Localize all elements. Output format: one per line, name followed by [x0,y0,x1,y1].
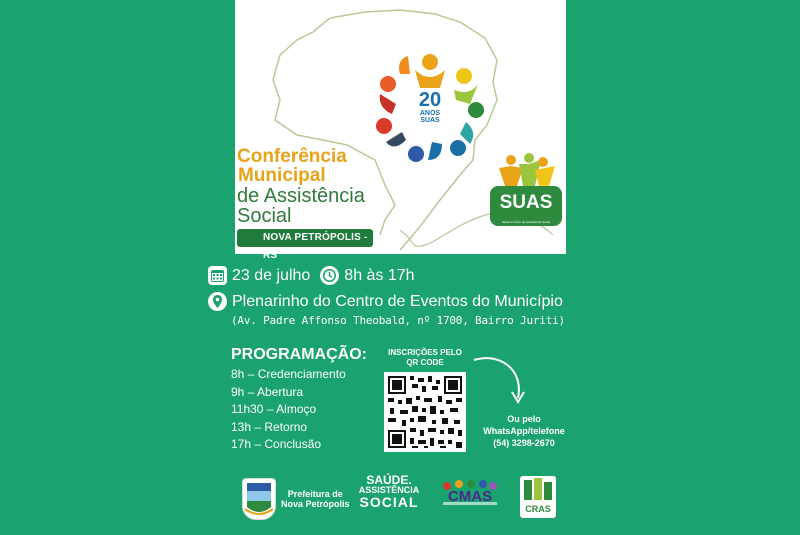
cmas-logo [437,478,503,514]
saude-line-2: ASSISTÊNCIA [358,485,420,495]
cmas-text: CMAS [447,488,493,505]
title-line-1: Conferência [237,146,347,167]
program-title: PROGRAMAÇÃO: [231,346,367,363]
qr-caption-line-1: INSCRIÇÕES PELO [388,348,462,357]
clock-icon [320,266,339,285]
program-item: 11h30 – Almoço [231,402,317,416]
program-item: 17h – Conclusão [231,437,322,451]
wheel-number: 20 [418,89,442,111]
wheel-center-label [412,90,448,124]
conference-title [237,147,365,226]
saude-line-1: SAÚDE. [366,473,412,487]
cras-people-icon [520,476,556,504]
saude-line-3: SOCIAL [359,494,419,510]
prefeitura-line-1: Prefeitura de [287,489,343,499]
prefeitura-text [281,489,350,509]
event-venue: Plenarinho do Centro de Eventos do Município [232,292,563,310]
program-item: 9h – Abertura [231,384,304,399]
program-list [231,366,346,454]
qr-code-icon [384,372,466,452]
registration-qr-code[interactable] [384,372,466,452]
suas-logo-text: SUAS [499,192,553,213]
event-date: 23 de julho [232,266,311,284]
title-line-4: Social [237,205,292,227]
contact-line-1: Ou pelo [507,414,541,424]
qr-caption [384,348,466,368]
suas-logo-subtext: Sistema Único de Assistência Social [501,220,551,224]
saude-assistencia-social-logo [358,474,420,509]
conference-poster [235,0,566,261]
calendar-icon [208,266,227,285]
prefeitura-logo [242,478,350,520]
event-address: (Av. Padre Affonso Theobald, nº 1700, Bairro Juriti) [231,314,565,327]
prefeitura-line-2: Nova Petrópolis [281,499,350,509]
venue-row [208,292,563,311]
cras-logo [520,476,556,518]
curved-arrow-icon [470,352,530,408]
title-line-2: Municipal [238,165,326,186]
contact-info [474,413,574,449]
contact-line-2: WhatsApp/telefone [483,426,565,436]
program-item: 13h – Retorno [231,419,308,434]
location-pin-icon [208,292,227,311]
event-time: 8h às 17h [344,266,415,284]
city-badge: NOVA PETRÓPOLIS - RS [237,229,373,247]
date-time-row [208,266,415,285]
wheel-suas: SUAS [420,117,440,124]
wheel-anos: ANOS [419,110,441,117]
title-line-3: de Assistência [237,185,365,207]
cras-text: CRAS [525,504,551,514]
qr-caption-line-2: QR CODE [406,358,444,367]
municipal-crest-icon [242,478,276,520]
contact-phone: (54) 3298-2670 [493,438,555,448]
program-item: 8h – Credenciamento [231,367,346,381]
suas-logo [490,186,562,226]
